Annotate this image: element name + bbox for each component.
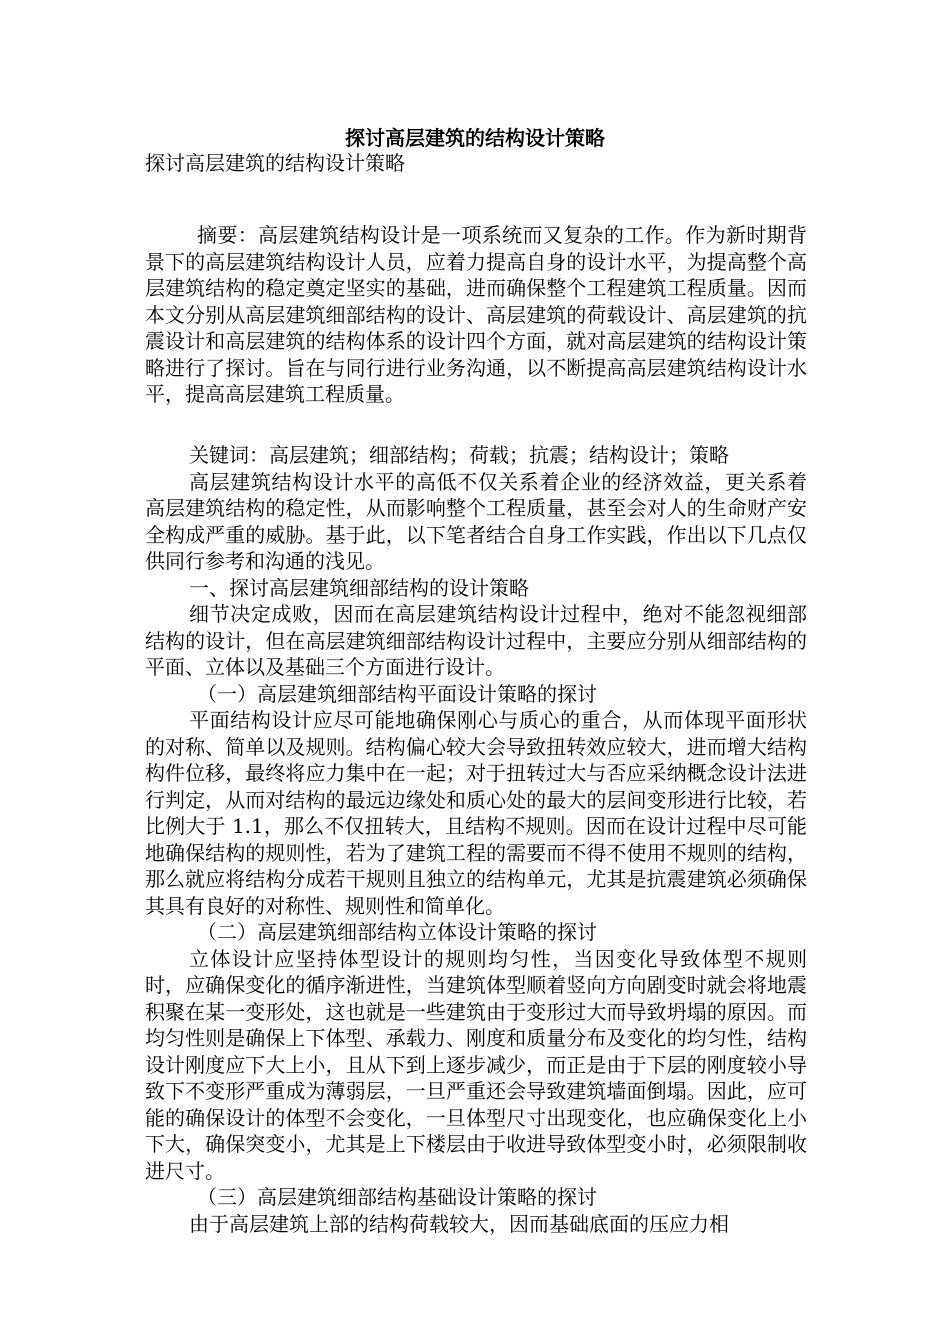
subsection-paragraph: 平面结构设计应尽可能地确保刚心与质心的重合，从而体现平面形状的对称、简单以及规则。结构偏心较大会导致扭转效应较大，进而增大结构构件位移，最终将应力集中在一起；对于扭转过大与否应采纳概念设计法进行判定，从而对结构的最远边缘处和质心处的最大的层间变形进行比较，若比例大于 1.1，那么不仅扭转大，且结构不规则。因而在设计过程中尽可能地确保结构的规则性，若为了建筑工程的需要而不得不使用不规则的结构，那么就应将结构分成若干规则且独立的结构单元，尤其是抗震建筑必须确保其具有良好的对称性、规则性和简单化。 — [145, 708, 807, 918]
subsection-paragraph: 由于高层建筑上部的结构荷载较大，因而基础底面的压应力相 — [189, 1211, 729, 1236]
abstract-paragraph: 摘要：高层建筑结构设计是一项系统而又复杂的工作。作为新时期背景下的高层建筑结构设计人员，应着力提高自身的设计水平，为提高整个高层建筑结构的稳定奠定坚实的基础，进而确保整个工程建筑工程质量。因而本文分别从高层建筑细部结构的设计、高层建筑的荷载设计、高层建筑的抗震设计和高层建筑的结构体系的设计四个方面，就对高层建筑的结构设计策略进行了探讨。旨在与同行进行业务沟通，以不断提高高层建筑结构设计水平，提高高层建筑工程质量。 — [145, 223, 807, 406]
subsection-heading: （二）高层建筑细部结构立体设计策略的探讨 — [197, 920, 597, 944]
spacer — [145, 408, 807, 435]
document-subtitle: 探讨高层建筑的结构设计策略 — [145, 151, 405, 175]
section-heading: 一、探讨高层建筑细部结构的设计策略 — [189, 575, 529, 600]
spacer — [145, 177, 807, 204]
subsection-heading: （一）高层建筑细部结构平面设计策略的探讨 — [197, 681, 597, 706]
keywords-line: 关键词：高层建筑；细部结构；荷载；抗震；结构设计；策略 — [189, 443, 729, 467]
document-body — [145, 150, 807, 1237]
subsection-paragraph: 立体设计应坚持体型设计的规则均匀性，当因变化导致体型不规则时，应确保变化的循序渐进性，当建筑体型顺着竖向方向剧变时就会将地震积聚在某一变形处，这也就是一些建筑由于变形过大而导致坍塌的原因。而均匀性则是确保上下体型、承载力、刚度和质量分布及变化的均匀性，结构设计刚度应下大上小，且从下到上逐步减少，而正是由于下层的刚度较小导致下不变形严重成为薄弱层，一旦严重还会导致建筑墙面倒塌。因此，应可能的确保设计的体型不会变化，一旦体型尺寸出现变化，也应确保变化上小下大，确保突变小，尤其是上下楼层由于收进导致体型变小时，必须限制收进尺寸。 — [145, 946, 807, 1183]
subsection-heading: （三）高层建筑细部结构基础设计策略的探讨 — [197, 1185, 597, 1209]
intro-paragraph: 高层建筑结构设计水平的高低不仅关系着企业的经济效益，更关系着高层建筑结构的稳定性，从而影响整个工程质量，甚至会对人的生命财产安全构成严重的威胁。基于此，以下笔者结合自身工作实践，作出以下几点仅供同行参考和沟通的浅见。 — [145, 469, 807, 573]
document-title: 探讨高层建筑的结构设计策略 — [345, 126, 605, 150]
section-paragraph: 细节决定成败，因而在高层建筑结构设计过程中，绝对不能忽视细部结构的设计，但在高层建筑细部结构设计过程中，主要应分别从细部结构的平面、立体以及基础三个方面进行设计。 — [145, 602, 807, 679]
